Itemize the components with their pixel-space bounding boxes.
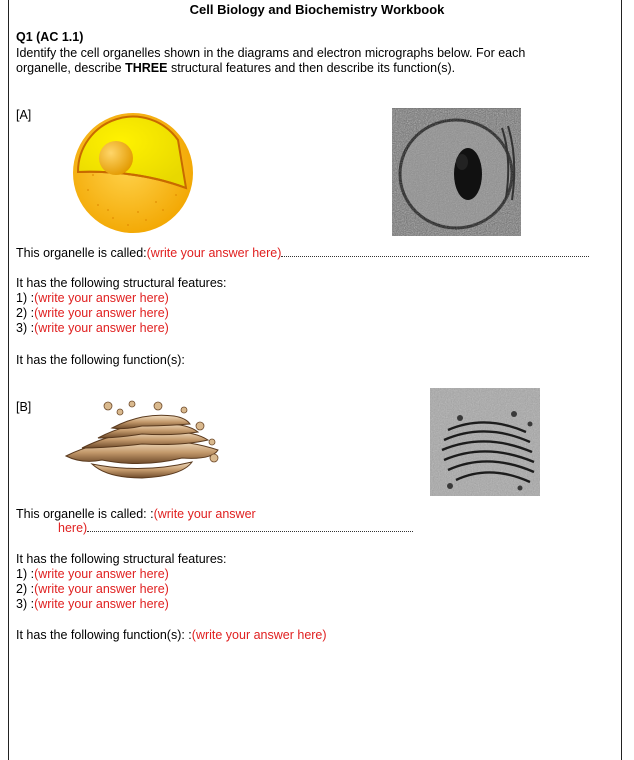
question-label: Q1 (AC 1.1) [16,30,84,44]
dotted-answer-line [281,246,589,257]
section-a-label: [A] [16,108,32,122]
feature-answer[interactable]: (write your answer here) [34,306,169,320]
feature-answer[interactable]: (write your answer here) [34,291,169,305]
golgi-diagram-image [62,398,224,488]
instruction-line-2: organelle, describe THREE structural features and then describe its function(s). [16,61,456,75]
section-a-called-line: This organelle is called:(write your answer here) [16,246,589,261]
section-b-features-heading: It has the following structural features: [16,552,227,566]
instruction-line-1: Identify the cell organelles shown in the diagrams and electron micrographs below. For each [16,46,526,60]
section-b-called-line: This organelle is called: :(write your answer [16,507,256,521]
section-b-called-answer-cont[interactable]: here) [58,521,88,535]
feature-answer[interactable]: (write your answer here) [34,321,169,335]
feature-answer[interactable]: (write your answer here) [34,567,169,581]
golgi-micrograph-image [430,388,540,496]
section-b-label: [B] [16,400,32,414]
section-a-function-heading: It has the following function(s): [16,353,185,367]
section-a-feature-1: 1) :(write your answer here) [16,291,169,305]
nucleus-diagram-image [68,110,198,236]
section-b-function-line: It has the following function(s): :(write your answer here) [16,628,327,642]
section-b-feature-2: 2) :(write your answer here) [16,582,169,596]
section-a-features-heading: It has the following structural features: [16,276,227,290]
dotted-answer-line [87,521,413,532]
section-a-called-answer[interactable]: (write your answer here) [146,246,282,260]
feature-answer[interactable]: (write your answer here) [34,597,169,611]
page-title: Cell Biology and Biochemistry Workbook [189,2,445,17]
section-b-function-answer[interactable]: (write your answer here) [191,628,327,642]
section-b-called-answer[interactable]: (write your answer [153,507,256,521]
section-b-feature-1: 1) :(write your answer here) [16,567,169,581]
section-a-feature-2: 2) :(write your answer here) [16,306,169,320]
emphasis-three: THREE [125,61,168,75]
section-a-feature-3: 3) :(write your answer here) [16,321,169,335]
feature-answer[interactable]: (write your answer here) [34,582,169,596]
section-b-called-line-2 [58,521,413,536]
nucleus-micrograph-image [392,108,521,236]
section-b-feature-3: 3) :(write your answer here) [16,597,169,611]
